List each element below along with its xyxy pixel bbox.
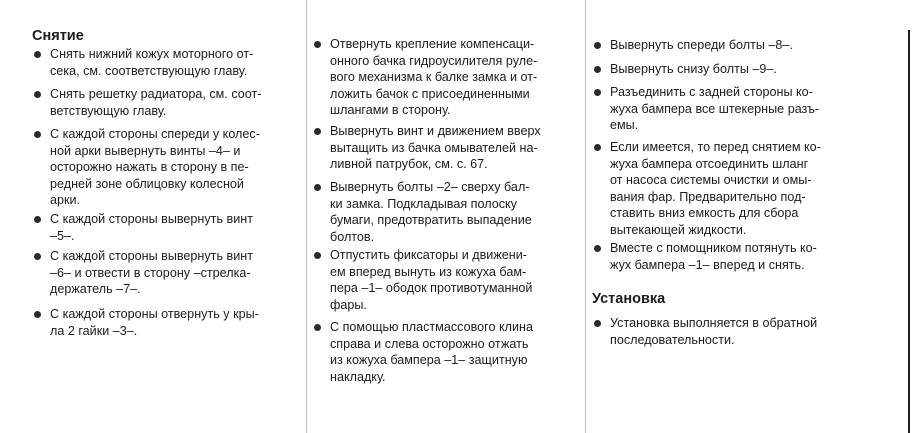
bullet-icon	[594, 66, 601, 73]
list-item-line: Отпустить фиксаторы и движени-	[330, 248, 527, 262]
list-item-line: жуха бампера отсоединить шланг	[610, 156, 809, 171]
list-item-line: Вместе с помощником потянуть ко-	[610, 241, 817, 255]
list-item-line: Снять нижний кожух моторного от-	[50, 47, 254, 61]
bullet-icon	[594, 42, 601, 49]
bullet-icon	[34, 131, 41, 138]
list-item-line: шлангами в сторону.	[330, 103, 451, 118]
page-edge	[908, 30, 921, 433]
bullet-icon	[314, 128, 321, 135]
list-item-line: ливной патрубок, см. с. 67.	[330, 157, 488, 172]
bullet-icon	[34, 253, 41, 260]
list-item-line: сека, см. соответствующую главу.	[50, 63, 248, 78]
bullet-icon	[314, 184, 321, 191]
bullet-icon	[34, 216, 41, 223]
list-item-line: Установка выполняется в обратной	[610, 316, 818, 330]
column-divider	[585, 0, 586, 433]
list-item-line: накладку.	[330, 369, 386, 384]
bullet-icon	[34, 311, 41, 318]
bullet-icon	[34, 51, 41, 58]
column-divider	[306, 0, 307, 433]
bullet-icon	[314, 324, 321, 331]
list-item-line: вого механизма к балке замка и от-	[330, 70, 538, 85]
list-item-line: Если имеется, то перед снятием ко-	[610, 140, 821, 154]
bullet-icon	[314, 252, 321, 259]
list-item-line: С каждой стороны вывернуть винт	[50, 249, 253, 263]
list-item-line: арки.	[50, 193, 81, 208]
list-item-line: вытащить из бачка омывателей на-	[330, 140, 538, 155]
list-item-line: ем вперед вынуть из кожуха бам-	[330, 264, 527, 279]
list-item-line: онного бачка гидроусилителя руле-	[330, 53, 538, 68]
list-item-line: бумаги, предотвратить выпадение	[330, 213, 532, 228]
list-item-line: Вывернуть болты –2– сверху бал-	[330, 180, 530, 194]
list-item-line: из кожуха бампера –1– защитную	[330, 353, 528, 368]
bullet-icon	[594, 245, 601, 252]
list-item-line: емы.	[610, 118, 639, 133]
list-item-line: от насоса системы очистки и омы-	[610, 173, 812, 188]
list-item-line: С каждой стороны спереди у колес-	[50, 127, 260, 141]
list-item-line: Вывернуть винт и движением вверх	[330, 124, 541, 138]
list-item-line: Отвернуть крепление компенсаци-	[330, 37, 535, 51]
list-item-line: справа и слева осторожно отжать	[330, 336, 529, 351]
list-item-line: –6– и отвести в сторону –стрелка-	[50, 265, 251, 280]
list-item-line: ки замка. Подкладывая полоску	[330, 196, 517, 211]
list-item-line: Разъединить с задней стороны ко-	[610, 85, 813, 99]
bullet-icon	[594, 320, 601, 327]
bullet-icon	[34, 91, 41, 98]
bullet-icon	[314, 41, 321, 48]
list-item-line: С помощью пластмассового клина	[330, 320, 533, 334]
list-item-line: Вывернуть спереди болты –8–.	[610, 38, 793, 52]
list-item-line: ной арки вывернуть винты –4– и	[50, 143, 241, 158]
list-item-line: болтов.	[330, 229, 375, 244]
list-item-line: редней зоне облицовку колесной	[50, 176, 244, 191]
section-heading-installation: Установка	[592, 291, 666, 307]
list-item-line: жуха бампера все штекерные разъ-	[610, 101, 820, 116]
list-item-line: С каждой стороны вывернуть винт	[50, 212, 253, 226]
list-item-line: пера –1– ободок противотуманной	[330, 281, 533, 296]
list-item-line: вытекающей жидкости.	[610, 223, 747, 237]
list-item-line: вания фар. Предварительно под-	[610, 189, 806, 204]
list-item-line: С каждой стороны отвернуть у кры-	[50, 307, 259, 321]
list-item-line: –5–.	[50, 228, 75, 243]
list-item-line: ложить бачок с присоединенными	[330, 86, 530, 101]
list-item-line: осторожно нажать в сторону в пе-	[50, 160, 249, 175]
bullet-icon	[594, 89, 601, 96]
list-item-line: ла 2 гайки –3–.	[50, 323, 138, 338]
list-item-line: последовательности.	[610, 332, 735, 347]
bullet-icon	[594, 144, 601, 151]
list-item-line: ставить вниз емкость для сбора	[610, 206, 799, 221]
list-item-line: фары.	[330, 297, 367, 312]
section-heading-removal: Снятие	[32, 28, 84, 44]
list-item-line: Снять решетку радиатора, см. соот-	[50, 87, 262, 101]
list-item-line: ветствующую главу.	[50, 103, 167, 118]
list-item-line: Вывернуть снизу болты –9–.	[610, 62, 777, 76]
list-item-line: держатель –7–.	[50, 282, 141, 297]
list-item-line: жух бампера –1– вперед и снять.	[610, 257, 805, 272]
